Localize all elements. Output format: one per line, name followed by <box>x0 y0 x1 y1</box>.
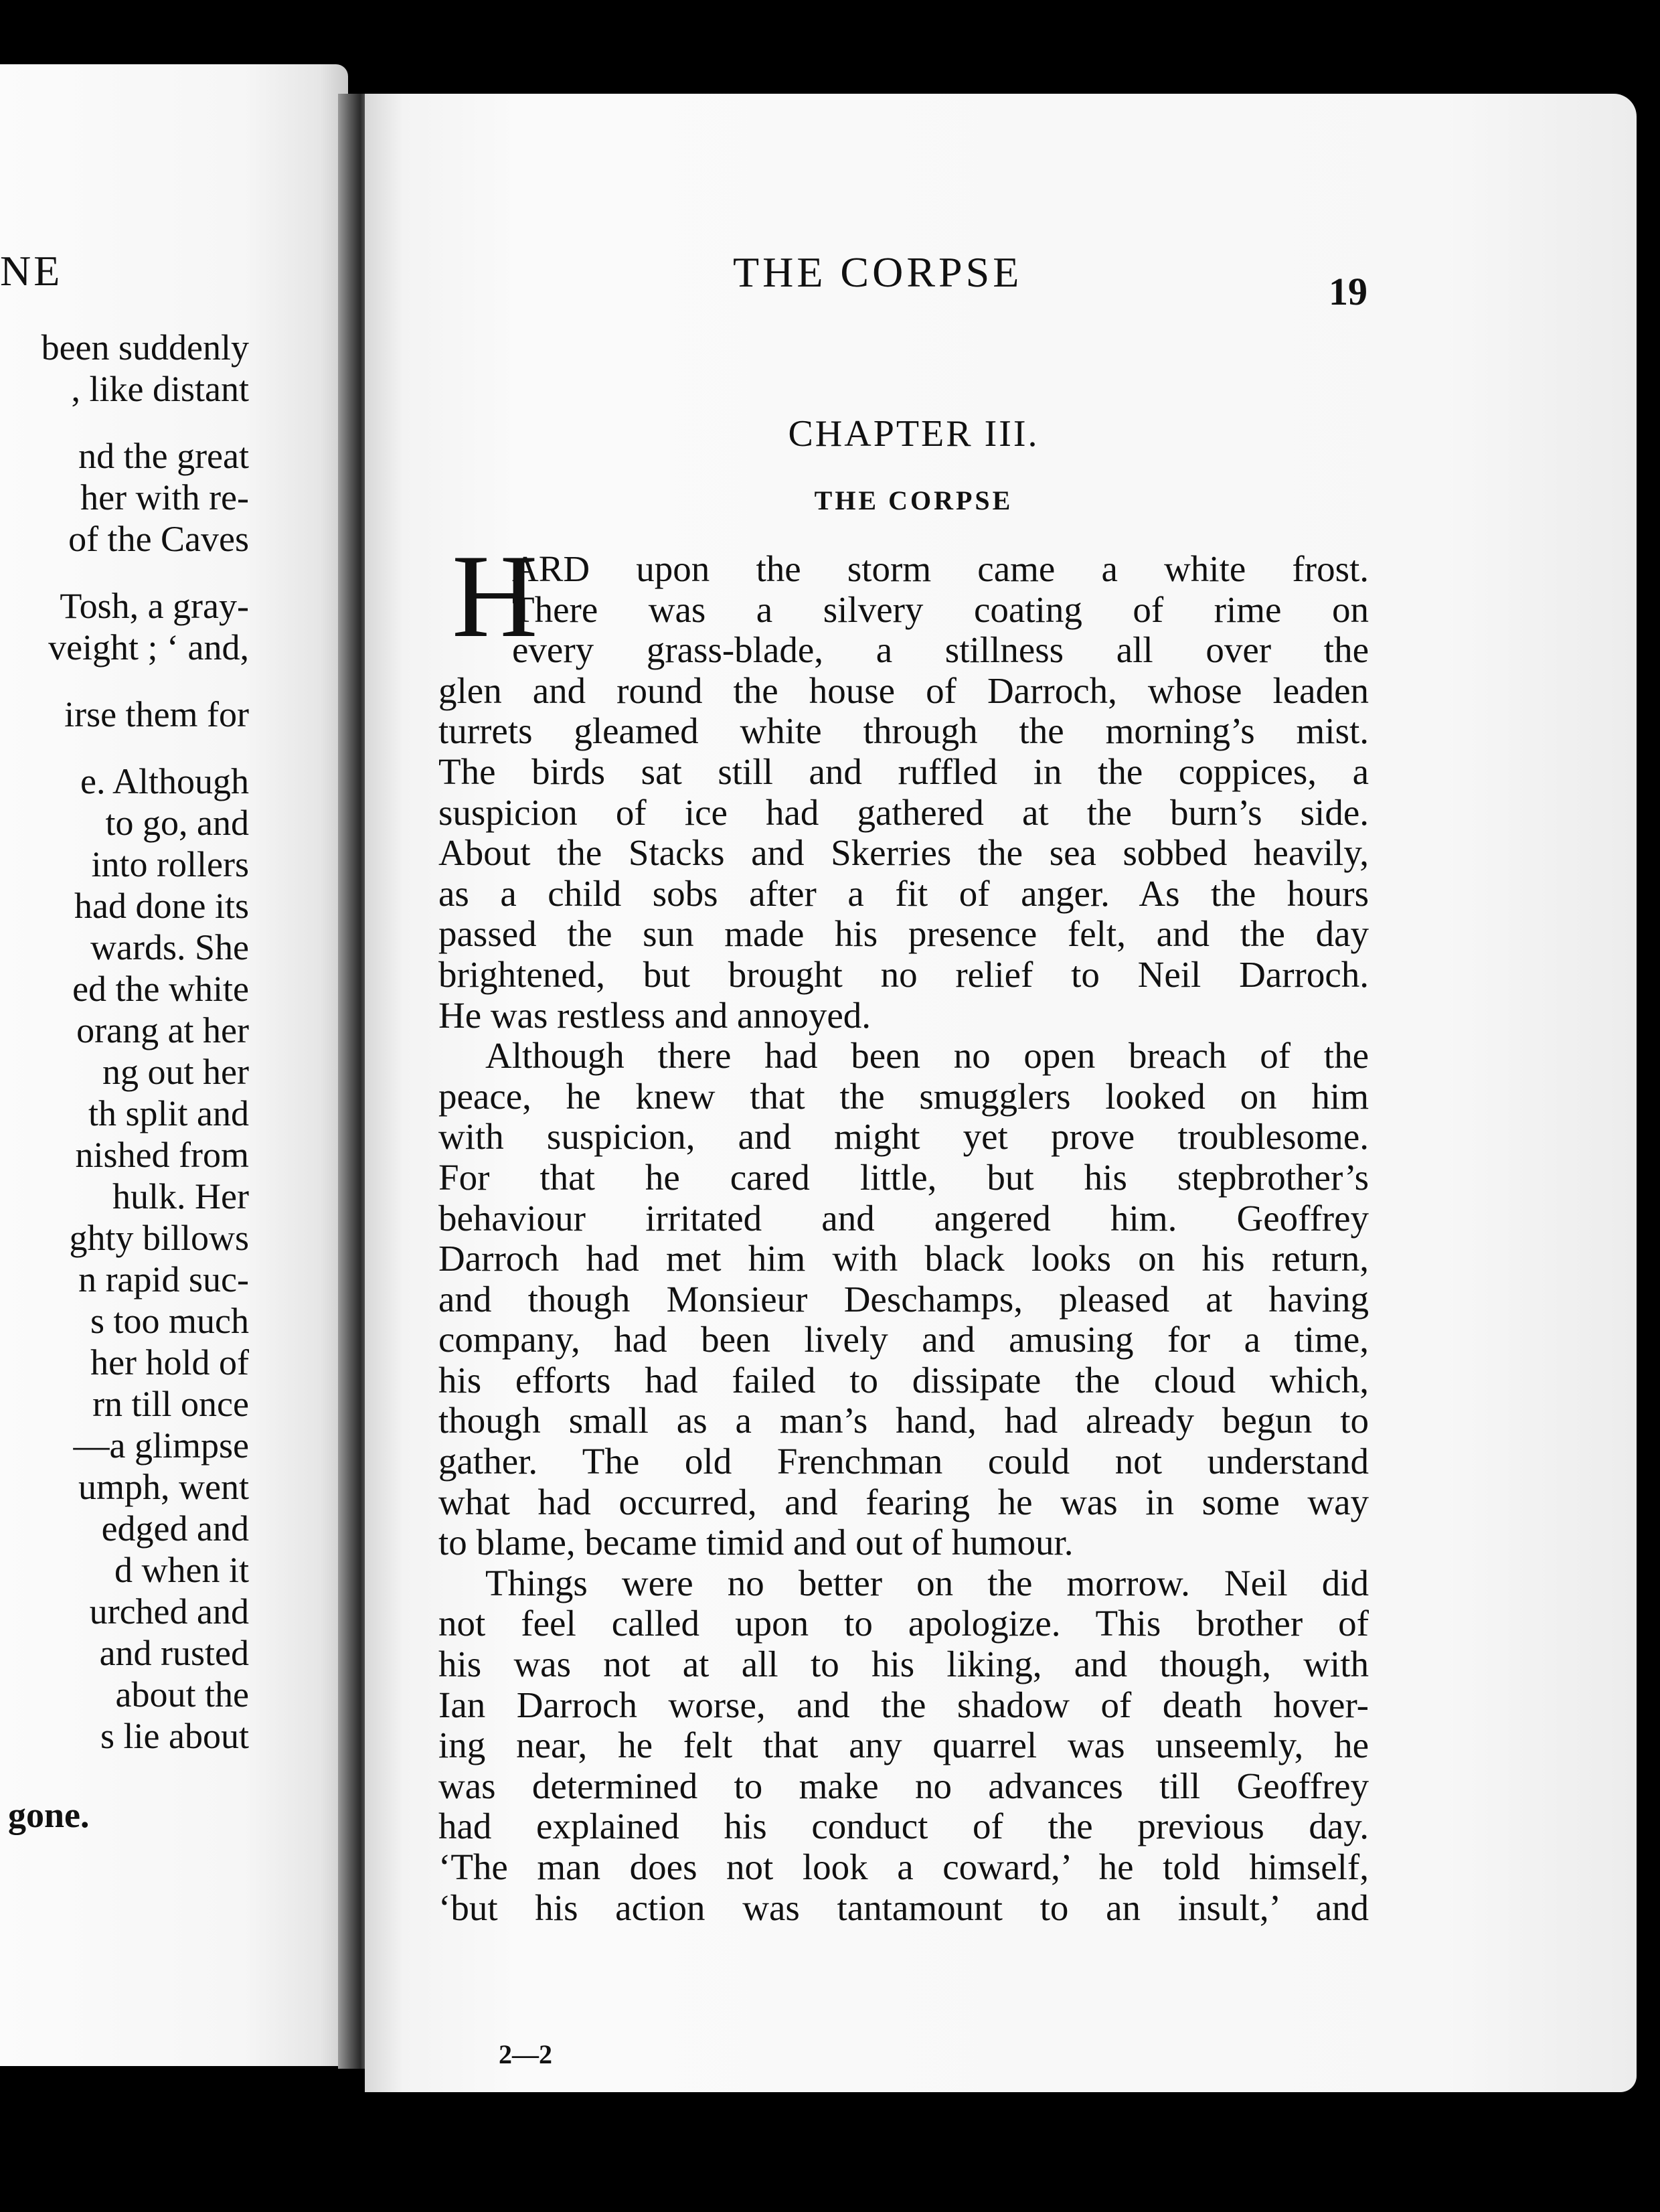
text-line: into rollers <box>91 844 249 884</box>
text-line: about the <box>115 1674 249 1715</box>
text-line: behaviour irritated and angered him. Geoffrey <box>438 1197 1369 1239</box>
left-page <box>0 64 348 2066</box>
text-line: edged and <box>101 1508 249 1549</box>
text-line: though small as a man’s hand, had already begun to <box>438 1400 1369 1441</box>
text-line: Although there had been no open breach of the <box>485 1035 1369 1077</box>
text-line: to go, and <box>105 803 249 843</box>
text-line: her hold of <box>90 1342 249 1382</box>
text-line: About the Stacks and Skerries the sea sobbed heavily, <box>438 832 1369 874</box>
text-line: had explained his conduct of the previous day. <box>438 1806 1369 1847</box>
text-line: turrets gleamed white through the morning’s mist. <box>438 710 1369 752</box>
text-line: been suddenly <box>41 327 249 368</box>
text-line: He was restless and annoyed. <box>438 994 872 1036</box>
text-line: s too much <box>90 1301 249 1341</box>
text-line: ‘but his action was tantamount to an insult,’ and <box>438 1887 1369 1928</box>
text-line: brightened, but brought no relief to Neil Darroch. <box>438 953 1369 995</box>
text-line: ‘The man does not look a coward,’ he told himself, <box>438 1846 1369 1887</box>
text-line: and rusted <box>99 1633 249 1673</box>
text-line: ghty billows <box>69 1218 249 1258</box>
text-line: peace, he knew that the smugglers looked on him <box>438 1075 1369 1117</box>
text-line: suspicion of ice had gathered at the burn’s side. <box>438 791 1369 833</box>
chapter-title: CHAPTER III. <box>788 413 1040 455</box>
left-page-running-head: NE <box>0 247 63 295</box>
text-line: irse them for <box>64 694 249 734</box>
text-line: d when it <box>114 1550 249 1590</box>
text-line: urched and <box>89 1591 249 1632</box>
text-line: passed the sun made his presence felt, and the day <box>438 913 1369 955</box>
signature-mark: 2—2 <box>499 2039 552 2069</box>
text-line: ng out her <box>102 1052 249 1092</box>
text-line: nished from <box>75 1135 249 1175</box>
text-line: —a glimpse <box>73 1425 249 1466</box>
text-line: was determined to make no advances till Geoffrey <box>438 1765 1369 1806</box>
text-line: The birds sat still and ruffled in the coppices, a <box>438 750 1369 792</box>
text-line: For that he cared little, but his stepbrother’s <box>438 1156 1369 1198</box>
left-page-last-line: gone. <box>8 1795 90 1835</box>
chapter-subtitle: THE CORPSE <box>814 485 1013 516</box>
text-line: umph, went <box>78 1467 249 1507</box>
text-line: what had occurred, and fearing he was in some way <box>438 1481 1369 1522</box>
text-line: There was a silvery coating of rime on <box>512 588 1369 630</box>
text-line: th split and <box>88 1093 249 1133</box>
text-line: his was not at all to his liking, and though, with <box>438 1644 1369 1685</box>
text-line: and though Monsieur Deschamps, pleased at having <box>438 1278 1369 1320</box>
text-line: , like distant <box>71 369 249 409</box>
drop-cap: H <box>452 530 538 662</box>
text-line: nd the great <box>78 436 249 476</box>
text-line: e. Although <box>80 761 249 801</box>
line-gap <box>0 668 249 694</box>
text-line: Darroch had met him with black looks on his return, <box>438 1238 1369 1279</box>
text-line: rn till once <box>92 1384 249 1424</box>
text-line: of the Caves <box>68 519 249 559</box>
text-line: Ian Darroch worse, and the shadow of death hover- <box>438 1684 1369 1725</box>
text-line: hulk. Her <box>112 1176 249 1216</box>
text-line: ed the white <box>72 969 249 1009</box>
text-line: not feel called upon to apologize. This brother of <box>438 1603 1369 1644</box>
text-line: orang at her <box>76 1010 249 1050</box>
text-line: wards. She <box>90 927 249 967</box>
running-head: THE CORPSE <box>733 248 1023 296</box>
line-gap <box>0 560 249 585</box>
text-line: his efforts had failed to dissipate the cloud which, <box>438 1359 1369 1401</box>
left-page-text <box>0 327 257 1836</box>
text-line: gather. The old Frenchman could not understand <box>438 1441 1369 1482</box>
text-line: ARD upon the storm came a white frost. <box>512 548 1369 589</box>
line-gap <box>0 410 249 435</box>
page-number: 19 <box>1329 270 1367 313</box>
text-line: her with re- <box>80 477 249 518</box>
text-line: to blame, became timid and out of humour. <box>438 1522 1074 1563</box>
text-line: Things were no better on the morrow. Neil did <box>485 1562 1369 1603</box>
line-gap <box>0 735 249 761</box>
text-line: every grass-blade, a stillness all over the <box>512 629 1369 671</box>
text-line: with suspicion, and might yet prove troublesome. <box>438 1116 1369 1158</box>
chapter-body-text <box>438 549 1369 1928</box>
text-line: as a child sobs after a fit of anger. As the hours <box>438 872 1369 914</box>
text-line: s lie about <box>100 1716 249 1756</box>
text-line: glen and round the house of Darroch, whose leaden <box>438 669 1369 711</box>
right-page <box>365 94 1637 2092</box>
text-line: veight ; ‘ and, <box>48 627 249 667</box>
text-line: ing near, he felt that any quarrel was unseemly, he <box>438 1725 1369 1766</box>
text-line: had done its <box>74 886 249 926</box>
text-line: Tosh, a gray- <box>60 586 249 626</box>
text-line: n rapid suc- <box>78 1259 249 1299</box>
text-line: company, had been lively and amusing for a time, <box>438 1319 1369 1360</box>
